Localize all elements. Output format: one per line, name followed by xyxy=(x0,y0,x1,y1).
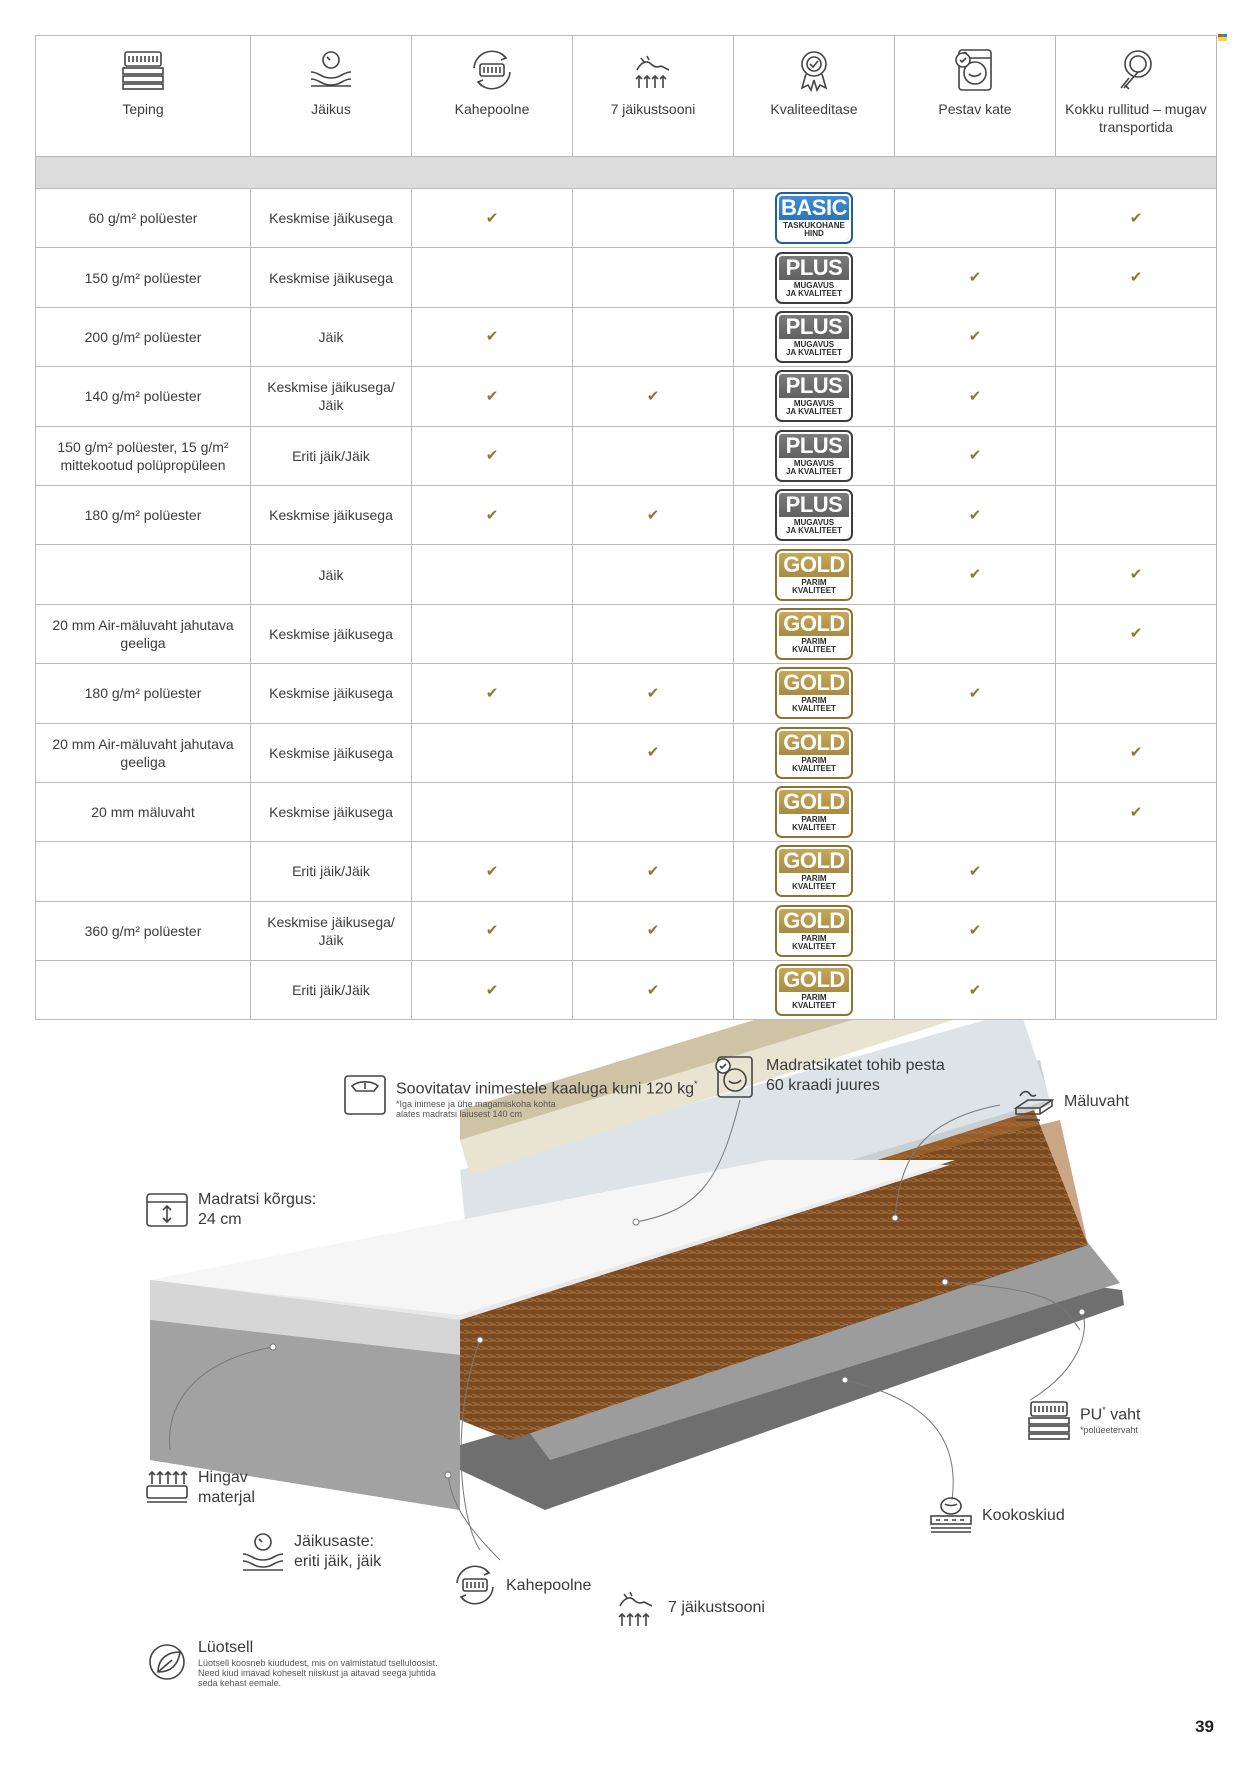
cell-zones xyxy=(573,842,734,901)
feature-coconut xyxy=(928,1494,1065,1536)
cell-zones xyxy=(573,367,734,426)
cell-quality xyxy=(734,842,895,901)
cell-rullitud xyxy=(1056,248,1217,307)
cell-teping xyxy=(36,545,251,604)
gold-quality-badge xyxy=(775,549,853,601)
cell-zones xyxy=(573,901,734,960)
cell-quality xyxy=(734,664,895,723)
wash-line-2: 60 kraadi juures xyxy=(766,1077,880,1094)
badge-line-2: KVALITEET xyxy=(792,585,836,595)
checkmark-icon: ✔ xyxy=(485,209,499,227)
cell-teping: 150 g/m² polüester xyxy=(36,248,251,307)
checkmark-icon: ✔ xyxy=(968,981,982,999)
badge-line-2: KVALITEET xyxy=(792,704,836,714)
badge-line-2: KVALITEET xyxy=(792,763,836,773)
cell-jaikus: Eriti jäik/Jäik xyxy=(251,961,412,1020)
checkmark-icon: ✔ xyxy=(1129,209,1143,227)
table-row xyxy=(36,961,1217,1020)
table-row xyxy=(36,782,1217,841)
table-row xyxy=(36,367,1217,426)
badge-line-2: JA KVALITEET xyxy=(785,407,842,417)
cell-zones xyxy=(573,248,734,307)
plus-quality-badge xyxy=(775,430,853,482)
feature-memory-foam xyxy=(1010,1084,1129,1126)
cell-quality xyxy=(734,723,895,782)
cell-kahepoolne xyxy=(412,307,573,366)
checkmark-icon: ✔ xyxy=(485,506,499,524)
table-row xyxy=(36,604,1217,663)
badge-line-2: JA KVALITEET xyxy=(785,526,842,536)
table-row xyxy=(36,723,1217,782)
header-quality xyxy=(734,36,895,157)
two-sided-icon xyxy=(452,1564,498,1606)
table-header-row xyxy=(36,36,1217,157)
badge-line-1: MUGAVUS xyxy=(793,458,835,468)
cell-teping: 180 g/m² polüester xyxy=(36,664,251,723)
checkmark-icon: ✔ xyxy=(1129,566,1143,584)
badge-line-1: MUGAVUS xyxy=(793,280,835,290)
color-mark-icon xyxy=(1218,34,1227,41)
checkmark-icon: ✔ xyxy=(646,506,660,524)
seven-zones-icon xyxy=(614,1586,660,1628)
checkmark-icon: ✔ xyxy=(968,328,982,346)
checkmark-icon: ✔ xyxy=(646,387,660,405)
cell-rullitud xyxy=(1056,307,1217,366)
cell-teping: 20 mm mäluvaht xyxy=(36,782,251,841)
pu-label: PU xyxy=(1080,1406,1103,1424)
cell-jaikus: Keskmise jäikusega/ Jäik xyxy=(251,367,412,426)
header-jaikus-label: Jäikus xyxy=(311,101,351,117)
badge-title: PLUS xyxy=(785,373,843,399)
plus-quality-badge xyxy=(775,370,853,422)
cell-kahepoolne xyxy=(412,723,573,782)
cell-quality xyxy=(734,485,895,544)
cell-zones xyxy=(573,961,734,1020)
lyocell-note-2: Need kiud imavad koheselt niiskust ja aitavad seega juhtida xyxy=(198,1668,436,1678)
badge-title: GOLD xyxy=(783,789,845,815)
gold-quality-badge xyxy=(775,786,853,838)
checkmark-icon: ✔ xyxy=(485,328,499,346)
breathable-line-1: Hingav xyxy=(198,1469,248,1486)
cell-pestav xyxy=(895,248,1056,307)
table-row xyxy=(36,664,1217,723)
header-teping-label: Teping xyxy=(122,101,164,117)
memory-foam-label: Mäluvaht xyxy=(1064,1093,1129,1110)
table-row xyxy=(36,307,1217,366)
badge-title: GOLD xyxy=(783,610,845,636)
checkmark-icon: ✔ xyxy=(485,922,499,940)
washing-machine-icon xyxy=(951,48,999,92)
mattress-illustration-section xyxy=(0,1020,1250,1720)
lyocell-note-3: seda kehast eemale. xyxy=(198,1678,282,1688)
table-row xyxy=(36,248,1217,307)
page-number: 39 xyxy=(1195,1717,1214,1736)
cell-teping: 360 g/m² polüester xyxy=(36,901,251,960)
badge-title: PLUS xyxy=(785,254,843,280)
checkmark-icon: ✔ xyxy=(968,387,982,405)
cell-rullitud xyxy=(1056,961,1217,1020)
cell-quality xyxy=(734,545,895,604)
cell-teping: 60 g/m² polüester xyxy=(36,189,251,248)
header-quality-label: Kvaliteeditase xyxy=(770,101,858,117)
badge-line-1: PARIM xyxy=(801,815,827,825)
scale-icon xyxy=(342,1074,388,1116)
cell-kahepoolne xyxy=(412,426,573,485)
firmness-icon xyxy=(307,48,355,92)
table-row xyxy=(36,189,1217,248)
wash-line-1: Madratsikatet tohib pesta xyxy=(766,1057,945,1074)
checkmark-icon: ✔ xyxy=(485,447,499,465)
height-line-2: 24 cm xyxy=(198,1211,242,1228)
badge-title: GOLD xyxy=(783,907,845,933)
cell-jaikus: Keskmise jäikusega xyxy=(251,604,412,663)
badge-title: PLUS xyxy=(785,432,843,458)
badge-title: GOLD xyxy=(783,967,845,993)
cell-rullitud xyxy=(1056,782,1217,841)
plus-quality-badge xyxy=(775,489,853,541)
badge-line-1: PARIM xyxy=(801,696,827,706)
gold-quality-badge xyxy=(775,667,853,719)
two-sided-icon xyxy=(468,48,516,92)
cell-kahepoolne xyxy=(412,782,573,841)
cell-teping xyxy=(36,961,251,1020)
header-pestav xyxy=(895,36,1056,157)
plus-quality-badge xyxy=(775,311,853,363)
weight-title: Soovitatav inimestele kaaluga kuni 120 kg xyxy=(396,1080,694,1098)
header-teping xyxy=(36,36,251,157)
gold-quality-badge xyxy=(775,608,853,660)
feature-pu-foam xyxy=(1026,1400,1140,1442)
cell-kahepoolne xyxy=(412,604,573,663)
header-kahepoolne xyxy=(412,36,573,157)
cell-pestav xyxy=(895,723,1056,782)
cell-kahepoolne xyxy=(412,901,573,960)
lyocell-note-1: Lüotsell koosneb kiududest, mis on valmistatud tselluloosist. xyxy=(198,1658,438,1668)
firmness-icon xyxy=(240,1532,286,1574)
plus-quality-badge xyxy=(775,252,853,304)
checkmark-icon: ✔ xyxy=(968,269,982,287)
cell-rullitud xyxy=(1056,545,1217,604)
cell-rullitud xyxy=(1056,842,1217,901)
cell-pestav xyxy=(895,189,1056,248)
cell-rullitud xyxy=(1056,485,1217,544)
cell-jaikus: Keskmise jäikusega xyxy=(251,664,412,723)
mattress-comparison-table xyxy=(35,35,1217,1020)
gold-quality-badge xyxy=(775,905,853,957)
cell-jaikus: Keskmise jäikusega xyxy=(251,485,412,544)
badge-line-2: KVALITEET xyxy=(792,941,836,951)
table-row xyxy=(36,426,1217,485)
cell-teping: 140 g/m² polüester xyxy=(36,367,251,426)
cell-jaikus: Keskmise jäikusega xyxy=(251,782,412,841)
leaf-icon xyxy=(144,1638,190,1680)
weight-note-2: alates madratsi laiusest 140 cm xyxy=(396,1109,523,1120)
cell-pestav xyxy=(895,782,1056,841)
checkmark-icon: ✔ xyxy=(968,566,982,584)
cell-quality xyxy=(734,189,895,248)
cell-quality xyxy=(734,961,895,1020)
cell-pestav xyxy=(895,842,1056,901)
cell-jaikus: Keskmise jäikusega xyxy=(251,189,412,248)
cell-zones xyxy=(573,307,734,366)
cell-rullitud xyxy=(1056,723,1217,782)
checkmark-icon: ✔ xyxy=(485,684,499,702)
checkmark-icon: ✔ xyxy=(968,506,982,524)
badge-title: BASIC xyxy=(781,195,847,221)
cell-quality xyxy=(734,782,895,841)
cell-zones xyxy=(573,604,734,663)
cell-quality xyxy=(734,426,895,485)
cell-rullitud xyxy=(1056,367,1217,426)
cell-pestav xyxy=(895,426,1056,485)
firmness-line-2: eriti jäik, jäik xyxy=(294,1553,382,1570)
two-sided-label: Kahepoolne xyxy=(506,1577,592,1594)
cell-zones xyxy=(573,189,734,248)
cell-rullitud xyxy=(1056,426,1217,485)
cell-rullitud xyxy=(1056,664,1217,723)
badge-title: GOLD xyxy=(783,551,845,577)
seven-zones-label: 7 jäikustsooni xyxy=(668,1599,765,1616)
memory-foam-icon xyxy=(1010,1084,1056,1126)
cell-quality xyxy=(734,248,895,307)
cell-pestav xyxy=(895,545,1056,604)
table-row xyxy=(36,485,1217,544)
cell-jaikus: Eriti jäik/Jäik xyxy=(251,842,412,901)
badge-title: GOLD xyxy=(783,670,845,696)
badge-line-2: HIND xyxy=(804,229,824,239)
lyocell-title: Lüotsell xyxy=(198,1639,254,1656)
badge-title: GOLD xyxy=(783,848,845,874)
header-pestav-label: Pestav kate xyxy=(938,101,1012,117)
badge-line-1: PARIM xyxy=(801,755,827,765)
coconut-label: Kookoskiud xyxy=(982,1507,1065,1524)
cell-quality xyxy=(734,307,895,366)
washing-machine-icon xyxy=(712,1056,758,1098)
firmness-line-1: Jäikusaste: xyxy=(294,1533,375,1550)
cell-quality xyxy=(734,604,895,663)
badge-line-2: KVALITEET xyxy=(792,644,836,654)
checkmark-icon: ✔ xyxy=(1129,269,1143,287)
cell-kahepoolne xyxy=(412,961,573,1020)
checkmark-icon: ✔ xyxy=(968,684,982,702)
badge-line-1: PARIM xyxy=(801,993,827,1003)
badge-title: GOLD xyxy=(783,729,845,755)
checkmark-icon: ✔ xyxy=(485,862,499,880)
header-zones-label: 7 jäikustsooni xyxy=(610,101,696,117)
badge-line-1: PARIM xyxy=(801,577,827,587)
pu-note: *polüeetervaht xyxy=(1080,1425,1139,1436)
breathable-line-2: materjal xyxy=(198,1489,255,1506)
badge-line-1: PARIM xyxy=(801,933,827,943)
seven-zones-icon xyxy=(629,48,677,92)
cell-kahepoolne xyxy=(412,664,573,723)
badge-line-2: JA KVALITEET xyxy=(785,347,842,357)
feature-seven-zones xyxy=(614,1586,765,1628)
cell-zones xyxy=(573,485,734,544)
gold-quality-badge xyxy=(775,845,853,897)
table-row xyxy=(36,842,1217,901)
cell-jaikus: Keskmise jäikusega xyxy=(251,248,412,307)
checkmark-icon: ✔ xyxy=(646,981,660,999)
cell-teping: 20 mm Air-mäluvaht jahutava geeliga xyxy=(36,604,251,663)
cell-quality xyxy=(734,367,895,426)
cell-teping: 200 g/m² polüester xyxy=(36,307,251,366)
pu-label-rest: vaht xyxy=(1105,1406,1141,1424)
header-jaikus xyxy=(251,36,412,157)
cell-pestav xyxy=(895,901,1056,960)
rolled-mattress-icon xyxy=(1112,48,1160,92)
cell-pestav xyxy=(895,604,1056,663)
checkmark-icon: ✔ xyxy=(968,922,982,940)
badge-title: PLUS xyxy=(785,492,843,518)
feature-weight xyxy=(342,1074,697,1119)
checkmark-icon: ✔ xyxy=(1129,744,1143,762)
coconut-fiber-icon xyxy=(928,1494,974,1536)
table-row xyxy=(36,545,1217,604)
feature-height xyxy=(144,1190,316,1232)
header-kahepoolne-label: Kahepoolne xyxy=(454,101,530,117)
cell-jaikus: Keskmise jäikusega/ Jäik xyxy=(251,901,412,960)
cell-kahepoolne xyxy=(412,842,573,901)
checkmark-icon: ✔ xyxy=(646,922,660,940)
cell-pestav xyxy=(895,664,1056,723)
pu-sup: * xyxy=(1102,1405,1106,1415)
badge-line-1: MUGAVUS xyxy=(793,399,835,409)
cell-teping: 150 g/m² polüester, 15 g/m² mittekootud polüpropüleen xyxy=(36,426,251,485)
badge-line-2: KVALITEET xyxy=(792,1001,836,1011)
badge-line-1: PARIM xyxy=(801,874,827,884)
feature-firmness xyxy=(240,1532,381,1574)
badge-line-2: KVALITEET xyxy=(792,882,836,892)
header-rullitud-label: Kokku rullitud – mugav transportida xyxy=(1065,101,1207,135)
height-line-1: Madratsi kõrgus: xyxy=(198,1191,317,1208)
cell-teping: 180 g/m² polüester xyxy=(36,485,251,544)
badge-title: PLUS xyxy=(785,313,843,339)
badge-line-1: PARIM xyxy=(801,636,827,646)
cell-teping: 20 mm Air-mäluvaht jahutava geeliga xyxy=(36,723,251,782)
cell-rullitud xyxy=(1056,901,1217,960)
cell-jaikus: Jäik xyxy=(251,545,412,604)
checkmark-icon: ✔ xyxy=(968,862,982,880)
weight-note-1: *Iga inimese ja ühe magamiskoha kohta xyxy=(396,1099,556,1110)
checkmark-icon: ✔ xyxy=(485,387,499,405)
cell-pestav xyxy=(895,307,1056,366)
cell-jaikus: Eriti jäik/Jäik xyxy=(251,426,412,485)
table-gray-separator-row xyxy=(36,157,1217,189)
cell-zones xyxy=(573,723,734,782)
badge-line-2: JA KVALITEET xyxy=(785,288,842,298)
header-rullitud xyxy=(1056,36,1217,157)
cell-zones xyxy=(573,426,734,485)
cell-pestav xyxy=(895,961,1056,1020)
weight-sup: * xyxy=(693,1079,698,1089)
badge-line-1: MUGAVUS xyxy=(793,339,835,349)
cell-kahepoolne xyxy=(412,545,573,604)
feature-breathable xyxy=(144,1468,255,1510)
quality-badge-icon xyxy=(790,48,838,92)
basic-quality-badge xyxy=(775,192,853,244)
feature-wash xyxy=(712,1056,945,1098)
cell-zones xyxy=(573,782,734,841)
badge-line-1: TASKUKOHANE xyxy=(783,221,845,231)
cell-pestav xyxy=(895,367,1056,426)
table-row xyxy=(36,901,1217,960)
mattress-stitching-icon xyxy=(119,48,167,92)
checkmark-icon: ✔ xyxy=(1129,803,1143,821)
breathable-material-icon xyxy=(144,1468,190,1510)
cell-quality xyxy=(734,901,895,960)
cell-jaikus: Keskmise jäikusega xyxy=(251,723,412,782)
checkmark-icon: ✔ xyxy=(485,981,499,999)
cell-zones xyxy=(573,545,734,604)
cell-kahepoolne xyxy=(412,248,573,307)
badge-line-2: JA KVALITEET xyxy=(785,466,842,476)
cell-jaikus: Jäik xyxy=(251,307,412,366)
checkmark-icon: ✔ xyxy=(646,684,660,702)
feature-two-sided xyxy=(452,1564,591,1606)
checkmark-icon: ✔ xyxy=(646,862,660,880)
cell-rullitud xyxy=(1056,604,1217,663)
checkmark-icon: ✔ xyxy=(646,744,660,762)
mattress-stitching-icon xyxy=(1026,1400,1072,1442)
checkmark-icon: ✔ xyxy=(1129,625,1143,643)
header-zones xyxy=(573,36,734,157)
cell-rullitud xyxy=(1056,189,1217,248)
gold-quality-badge xyxy=(775,727,853,779)
cell-kahepoolne xyxy=(412,189,573,248)
cell-zones xyxy=(573,664,734,723)
cell-pestav xyxy=(895,485,1056,544)
badge-line-2: KVALITEET xyxy=(792,823,836,833)
mattress-height-icon xyxy=(144,1190,190,1232)
cell-teping xyxy=(36,842,251,901)
gold-quality-badge xyxy=(775,964,853,1016)
badge-line-1: MUGAVUS xyxy=(793,518,835,528)
feature-lyocell xyxy=(144,1638,438,1688)
checkmark-icon: ✔ xyxy=(968,447,982,465)
cell-kahepoolne xyxy=(412,367,573,426)
cell-kahepoolne xyxy=(412,485,573,544)
